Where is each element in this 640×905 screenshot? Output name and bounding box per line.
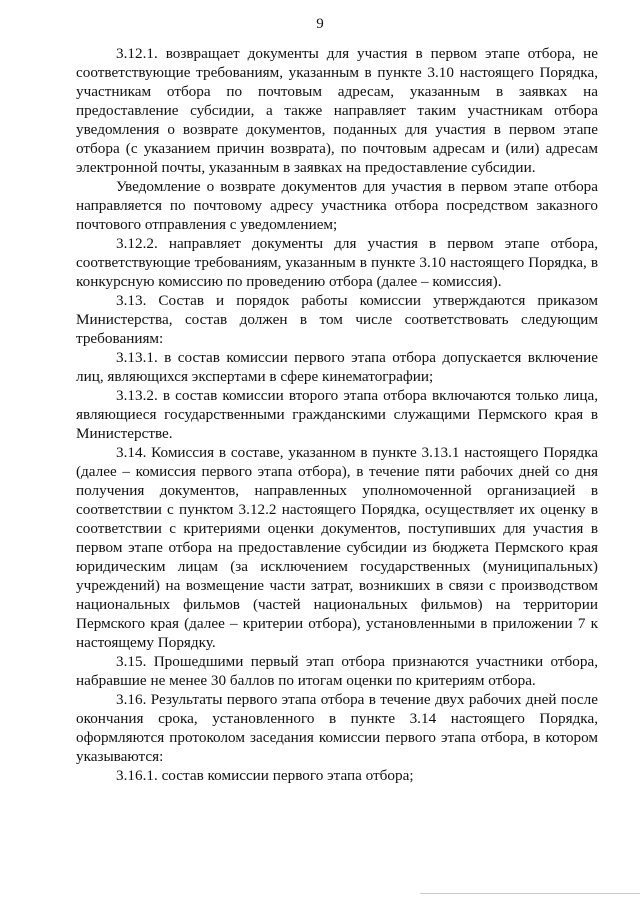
paragraph-3-13: 3.13. Состав и порядок работы комиссии утверждаются приказом Министерства, состав должен в том числе соответствовать следующим требованиям:: [76, 292, 598, 347]
scan-edge-line: [420, 893, 640, 894]
document-body: [76, 44, 598, 785]
paragraph-3-16-1: 3.16.1. состав комиссии первого этапа отбора;: [116, 767, 414, 784]
paragraph-3-14: 3.14. Комиссия в составе, указанном в пункте 3.13.1 настоящего Порядка (далее – комиссия первого этапа отбора), в течение пяти рабочих дней со дня получения документов, направленных уполномоченной организацией в соответствии с пунктом 3.12.2 настоящего Порядка, осуществляет их оценку в соответствии с критериями оценки документов, поступивших для участия в первом этапе отбора на предоставление субсидии из бюджета Пермского края юридическим лицам (за исключением государственных (муниципальных) учреждений) на возмещение части затрат, возникших в связи с производством национальных фильмов (частей национальных фильмов) на территории Пермского края (далее – критерии отбора), установленными в приложении 7 к настоящему Порядку.: [76, 444, 598, 651]
paragraph-3-12-2: 3.12.2. направляет документы для участия в первом этапе отбора, соответствующие требованиям, указанным в пункте 3.10 настоящего Порядка, в конкурсную комиссию по проведению отбора (далее – комиссия).: [76, 235, 598, 290]
paragraph-3-13-1: 3.13.1. в состав комиссии первого этапа отбора допускается включение лиц, являющихся экспертами в сфере кинематографии;: [76, 349, 598, 385]
paragraph-3-16: 3.16. Результаты первого этапа отбора в течение двух рабочих дней после окончания срока, установленного в пункте 3.14 настоящего Порядка, оформляются протоколом заседания комиссии первого этапа отбора, в котором указываются:: [76, 691, 598, 765]
paragraph-3-15: 3.15. Прошедшими первый этап отбора признаются участники отбора, набравшие не менее 30 баллов по итогам оценки по критериям отбора.: [76, 653, 598, 689]
paragraph-return-notice: Уведомление о возврате документов для участия в первом этапе отбора направляется по почтовому адресу участника отбора посредством заказного почтового отправления с уведомлением;: [76, 178, 598, 233]
page-number: 9: [316, 16, 324, 32]
paragraph-3-12-1: 3.12.1. возвращает документы для участия в первом этапе отбора, не соответствующие требованиям, указанным в пункте 3.10 настоящего Порядка, участникам отбора по почтовым адресам, указанным в заявках на предоставление субсидии, а также направляет таким участникам отбора уведомления о возврате документов, поданных для участия в первом этапе отбора (с указанием причин возврата), по почтовым адресам и (или) адресам электронной почты, указанным в заявках на предоставление субсидии.: [76, 45, 598, 176]
paragraph-3-13-2: 3.13.2. в состав комиссии второго этапа отбора включаются только лица, являющиеся государственными гражданскими служащими Пермского края в Министерстве.: [76, 387, 598, 442]
